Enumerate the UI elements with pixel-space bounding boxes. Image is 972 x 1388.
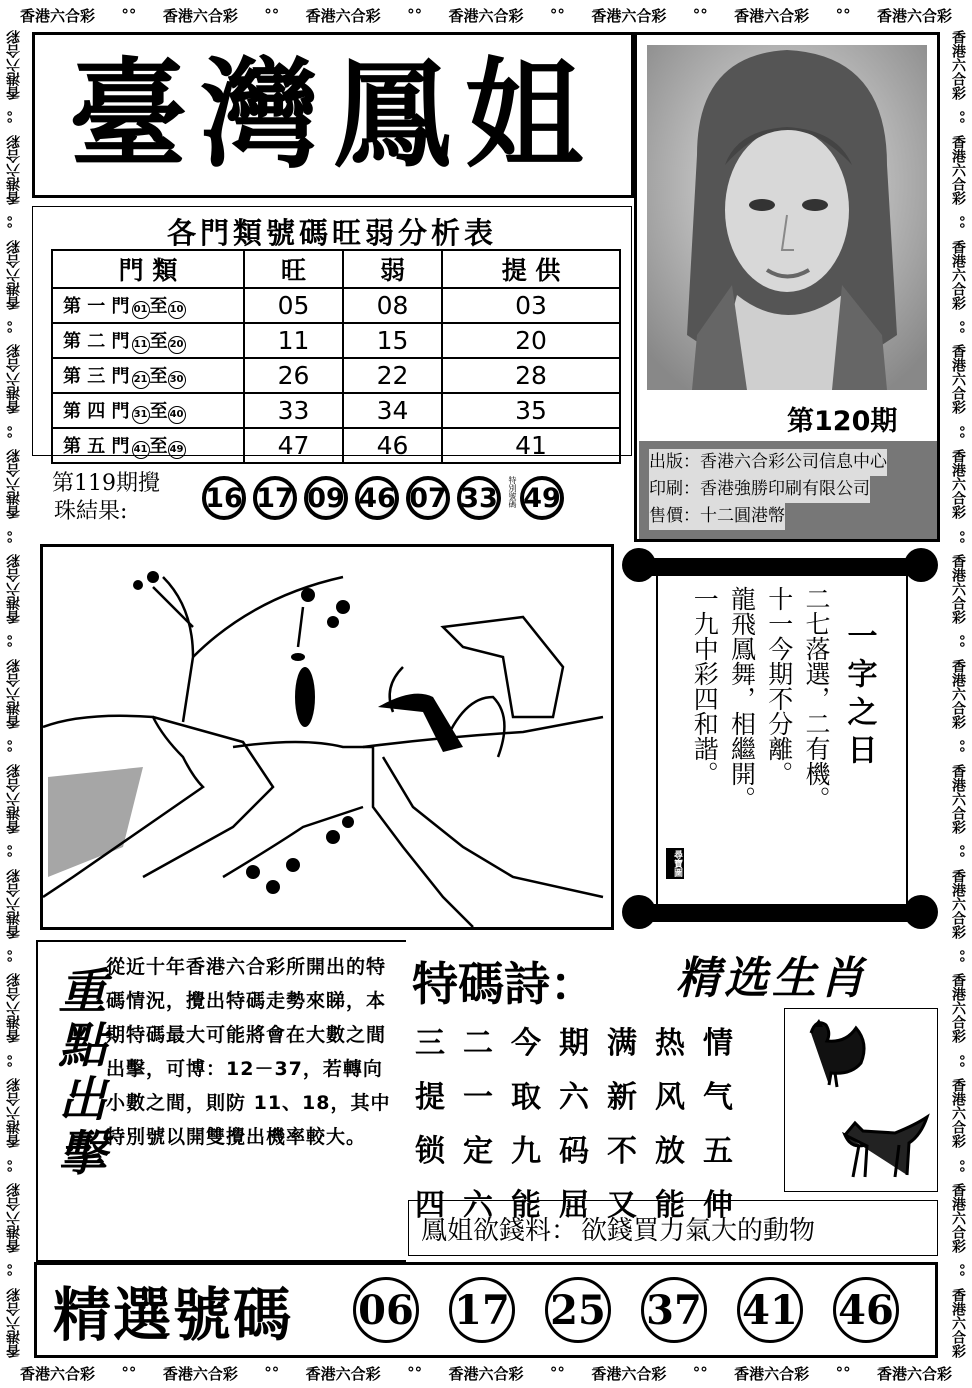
provide-cell: 03 [442, 288, 620, 323]
selected-ball: 17 [449, 1277, 515, 1343]
strong-cell: 47 [244, 428, 343, 463]
poem-grid [406, 1018, 742, 1224]
result-ball: 16 [202, 476, 246, 520]
selected-ball: 46 [833, 1277, 899, 1343]
border-separator: °° [407, 6, 423, 24]
selected-label: 精選號碼 [53, 1281, 294, 1349]
poem-char: 情 [703, 1026, 733, 1061]
border-separator: °° [6, 529, 22, 544]
money-box [408, 1200, 938, 1256]
poem-char: 六 [559, 1080, 589, 1115]
result-ball: 17 [253, 476, 297, 520]
border-text: 香港六合彩 [950, 868, 966, 939]
border-text: 香港六合彩 [876, 6, 952, 25]
border-text: 香港六合彩 [448, 6, 524, 25]
selected-ball: 41 [737, 1277, 803, 1343]
border-text: 香港六合彩 [6, 449, 22, 520]
riddle-line: 十一今期不分離。 [764, 586, 794, 786]
scroll-bottom-rod [630, 904, 930, 922]
header-strong: 旺 [244, 250, 343, 288]
border-separator: °° [950, 844, 966, 859]
door-label: 第 五 門 [63, 436, 130, 457]
header-weak: 弱 [343, 250, 442, 288]
border-text: 香港六合彩 [734, 1364, 810, 1383]
price-line: 售價：十二圓港幣 [649, 503, 785, 530]
border-text: 香港六合彩 [6, 1182, 22, 1253]
header-door: 門 類 [52, 250, 244, 288]
border-separator: °° [950, 529, 966, 544]
landscape-drawing [43, 547, 611, 927]
border-separator: °° [950, 424, 966, 439]
door-label: 第 一 門 [63, 296, 130, 317]
title-box [32, 32, 634, 198]
range-end: 20 [168, 336, 186, 354]
border-text: 香港六合彩 [950, 1182, 966, 1253]
selected-ball: 37 [641, 1277, 707, 1343]
border-separator: °° [6, 215, 22, 230]
poem-char: 今 [511, 1026, 541, 1061]
poem-char: 六 [463, 1188, 493, 1223]
door-label: 第 三 門 [63, 366, 130, 387]
border-separator: °° [950, 1263, 966, 1278]
border-separator: °° [264, 6, 280, 24]
top-border-strip [20, 2, 952, 28]
result-ball: 09 [304, 476, 348, 520]
border-text: 香港六合彩 [950, 30, 966, 100]
border-text: 香港六合彩 [6, 763, 22, 834]
poem-char: 屈 [559, 1188, 589, 1223]
portrait-frame [634, 32, 940, 542]
border-separator: °° [950, 1053, 966, 1068]
selected-numbers-panel [34, 1262, 938, 1358]
range-end: 40 [168, 406, 186, 424]
range-start: 41 [132, 441, 150, 459]
selected-balls [353, 1277, 899, 1343]
portrait-image [637, 35, 937, 395]
border-separator: °° [692, 1364, 708, 1382]
provide-cell: 35 [442, 393, 620, 428]
door-label: 第 二 門 [63, 331, 130, 352]
poem-char: 定 [463, 1134, 493, 1169]
border-separator: °° [950, 320, 966, 335]
range-sep: 至 [149, 331, 168, 352]
provide-cell: 20 [442, 323, 620, 358]
special-ball: 49 [520, 476, 564, 520]
border-separator: °° [6, 844, 22, 859]
border-separator: °° [121, 1364, 137, 1382]
door-cell [52, 358, 244, 393]
analysis-row [52, 428, 620, 463]
poem-char: 提 [415, 1080, 445, 1115]
poem-char: 又 [607, 1188, 637, 1223]
weak-cell: 22 [343, 358, 442, 393]
border-text: 香港六合彩 [950, 1287, 966, 1358]
range-start: 31 [132, 406, 150, 424]
border-text: 香港六合彩 [950, 658, 966, 729]
weak-cell: 46 [343, 428, 442, 463]
range-sep: 至 [149, 436, 168, 457]
border-separator: °° [407, 1364, 423, 1382]
result-ball: 46 [355, 476, 399, 520]
border-separator: °° [549, 1364, 565, 1382]
border-text: 香港六合彩 [6, 344, 22, 415]
border-separator: °° [692, 6, 708, 24]
analysis-row [52, 358, 620, 393]
border-separator: °° [6, 1053, 22, 1068]
focus-title: 重點出擊 [50, 966, 106, 1182]
border-text: 香港六合彩 [20, 1364, 96, 1383]
border-text: 香港六合彩 [950, 554, 966, 625]
provide-cell: 41 [442, 428, 620, 463]
strong-cell: 11 [244, 323, 343, 358]
riddle-line: 二七落選，二有機。 [802, 586, 831, 811]
riddle-scroll [622, 548, 938, 933]
poem-char: 码 [559, 1134, 589, 1169]
strong-cell: 05 [244, 288, 343, 323]
border-separator: °° [6, 320, 22, 335]
border-separator: °° [950, 110, 966, 125]
bottom-border-strip [20, 1360, 952, 1386]
weak-cell: 15 [343, 323, 442, 358]
analysis-row [52, 323, 620, 358]
poem-char: 二 [463, 1026, 493, 1061]
border-separator: °° [6, 634, 22, 649]
border-separator: °° [6, 1158, 22, 1173]
border-text: 香港六合彩 [20, 6, 96, 25]
riddle-line: 一九中彩四和諧。 [690, 586, 720, 786]
poem-char: 新 [607, 1080, 637, 1115]
issue-number: 第120期 [787, 406, 898, 437]
range-end: 30 [168, 371, 186, 389]
money-label: 鳳姐欲錢料： [421, 1215, 578, 1246]
door-cell [52, 288, 244, 323]
rooster-icon [791, 1013, 871, 1093]
border-separator: °° [950, 948, 966, 963]
door-label: 第 四 門 [63, 401, 130, 422]
border-text: 香港六合彩 [6, 239, 22, 310]
border-text: 香港六合彩 [6, 554, 22, 625]
border-text: 香港六合彩 [162, 1364, 238, 1383]
door-cell [52, 428, 244, 463]
weak-cell: 08 [343, 288, 442, 323]
border-separator: °° [6, 948, 22, 963]
scroll-bottom-knob-left [622, 895, 656, 929]
header-provide: 提 供 [442, 250, 620, 288]
border-text: 香港六合彩 [950, 134, 966, 205]
provide-cell: 28 [442, 358, 620, 393]
border-text: 香港六合彩 [950, 1078, 966, 1149]
border-text: 香港六合彩 [6, 30, 22, 100]
printer-line: 印刷：香港強勝印刷有限公司 [649, 476, 870, 503]
poem-char: 五 [703, 1134, 733, 1169]
poem-char: 放 [655, 1134, 685, 1169]
border-text: 香港六合彩 [162, 6, 238, 25]
poem-char: 风 [655, 1080, 685, 1115]
dog-icon [835, 1105, 931, 1189]
border-separator: °° [264, 1364, 280, 1382]
analysis-row [52, 393, 620, 428]
publisher-info [639, 441, 937, 539]
special-number-label: 特別號碼 [508, 476, 517, 508]
zodiac-animals-box [784, 1008, 938, 1192]
border-text: 香港六合彩 [950, 973, 966, 1044]
page-title: 臺灣鳳姐 [68, 45, 597, 184]
selected-ball: 06 [353, 1277, 419, 1343]
door-cell [52, 323, 244, 358]
border-separator: °° [950, 1158, 966, 1173]
draw-results [52, 470, 632, 530]
results-label [52, 470, 160, 526]
poem-char: 三 [415, 1026, 445, 1061]
range-sep: 至 [149, 401, 168, 422]
riddle-line: 龍飛鳳舞，相繼開。 [727, 586, 757, 811]
range-end: 10 [168, 301, 186, 319]
range-sep: 至 [149, 366, 168, 387]
border-text: 香港六合彩 [6, 134, 22, 205]
border-separator: °° [835, 1364, 851, 1382]
poem-char: 气 [703, 1080, 733, 1115]
result-ball: 07 [406, 476, 450, 520]
publisher-line: 出版：香港六合彩公司信息中心 [649, 449, 887, 476]
result-balls [202, 476, 571, 520]
range-sep: 至 [149, 296, 168, 317]
border-separator: °° [950, 634, 966, 649]
poem-char: 能 [511, 1188, 541, 1223]
poem-char: 伸 [703, 1188, 733, 1223]
range-end: 49 [168, 441, 186, 459]
poem-char: 锁 [415, 1134, 445, 1169]
zodiac-title: 精选生肖 [676, 953, 868, 1004]
border-text: 香港六合彩 [305, 6, 381, 25]
poem-char: 能 [655, 1188, 685, 1223]
border-text: 香港六合彩 [6, 1287, 22, 1358]
border-text: 香港六合彩 [6, 1078, 22, 1149]
riddle-stamp: 尋寶圖 [666, 848, 684, 879]
results-label-line2: 珠結果: [54, 499, 128, 524]
poem-char: 不 [607, 1134, 637, 1169]
riddle-illustration [40, 544, 614, 930]
riddle-lines [672, 586, 832, 876]
analysis-table [51, 249, 621, 464]
border-text: 香港六合彩 [6, 868, 22, 939]
border-separator: °° [950, 739, 966, 754]
analysis-title: 各門類號碼旺弱分析表 [166, 216, 497, 250]
border-text: 香港六合彩 [950, 763, 966, 834]
poem-char: 热 [655, 1026, 685, 1061]
poem-char: 一 [463, 1080, 493, 1115]
border-separator: °° [835, 6, 851, 24]
border-separator: °° [950, 215, 966, 230]
scroll-top-knob-right [904, 548, 938, 582]
border-text: 香港六合彩 [591, 1364, 667, 1383]
poem-char: 四 [415, 1188, 445, 1223]
range-start: 11 [132, 336, 150, 354]
border-text: 香港六合彩 [876, 1364, 952, 1383]
strong-cell: 33 [244, 393, 343, 428]
range-start: 21 [132, 371, 150, 389]
strong-cell: 26 [244, 358, 343, 393]
border-text: 香港六合彩 [6, 658, 22, 729]
border-separator: °° [6, 739, 22, 754]
money-value: 欲錢買力氣大的動物 [581, 1215, 816, 1246]
analysis-row [52, 288, 620, 323]
door-cell [52, 393, 244, 428]
border-separator: °° [6, 110, 22, 125]
border-separator: °° [121, 6, 137, 24]
weak-cell: 34 [343, 393, 442, 428]
selected-ball: 25 [545, 1277, 611, 1343]
results-label-line1: 第119期攪 [52, 471, 160, 496]
poem-char: 期 [559, 1026, 589, 1061]
range-start: 01 [132, 301, 150, 319]
focus-text: 從近十年香港六合彩所開出的特碼情況，攪出特碼走勢來睇，本期特碼最大可能將會在大數之間出擊，可博：12－37，若轉向小數之間，則防 11、18，其中特別號以開雙攪出機率較大。 [106, 956, 391, 1148]
border-separator: °° [549, 6, 565, 24]
analysis-panel [32, 206, 632, 460]
poem-char: 满 [607, 1026, 637, 1061]
riddle-title: 一字之日 [841, 620, 877, 772]
poem-title: 特碼詩： [412, 957, 596, 1011]
border-text: 香港六合彩 [950, 449, 966, 520]
border-text: 香港六合彩 [305, 1364, 381, 1383]
border-text: 香港六合彩 [950, 344, 966, 415]
poem-char: 取 [511, 1080, 541, 1115]
result-ball: 33 [457, 476, 501, 520]
border-text: 香港六合彩 [448, 1364, 524, 1383]
scroll-bottom-knob-right [904, 895, 938, 929]
left-border-strip [2, 30, 26, 1358]
border-text: 香港六合彩 [6, 973, 22, 1044]
poem-char: 九 [511, 1134, 541, 1169]
border-separator: °° [6, 424, 22, 439]
focus-panel [36, 940, 406, 1262]
scroll-top-knob-left [622, 548, 656, 582]
border-text: 香港六合彩 [591, 6, 667, 25]
border-text: 香港六合彩 [734, 6, 810, 25]
right-border-strip [946, 30, 970, 1358]
analysis-header-row [52, 250, 620, 288]
border-separator: °° [6, 1263, 22, 1278]
border-text: 香港六合彩 [950, 239, 966, 310]
